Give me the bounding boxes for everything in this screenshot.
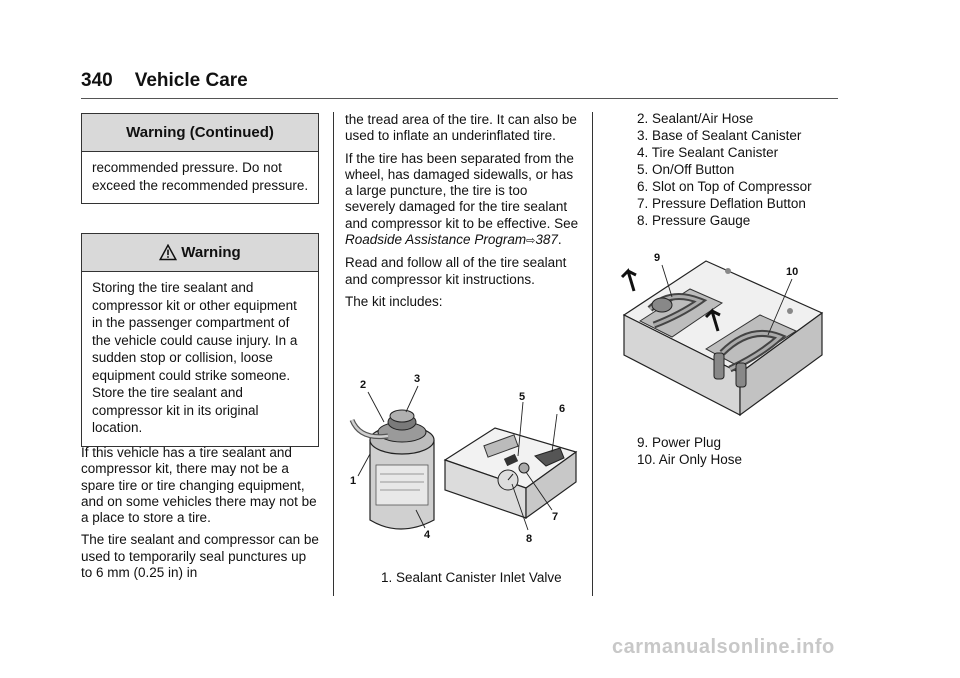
kit-illustration [340,370,585,570]
paragraph: The tire sealant and compressor can be used to temporarily seal punctures up to 6 mm (0.25 in) in [81,532,319,581]
warning-text: Storing the tire sealant and compressor kit or other equipment in the passenger compartment of the vehicle could cause injury. In a sudden stop or collision, loose equipment could strike someone. Store the tire sealant and compressor kit in its original location. [92,280,298,435]
callout-8: 8 [526,533,533,545]
warning-continued-text: recommended pressure. Do not exceed the recommended pressure. [92,160,309,193]
paragraph: The kit includes: [345,293,443,309]
warning-continued-title: Warning (Continued) [82,114,318,152]
warning-continued-box [81,113,319,204]
kit-list-start [381,569,562,586]
list-item: 6. Slot on Top of Compressor [637,179,812,194]
compressor-storage-illustration [610,245,840,435]
paragraph: If the tire has been separated from the wheel, has damaged sidewalls, or has a large puncture, the tire is too severely damaged for the tire sealant and compressor kit to be effective. See Roadside Assistance Program⇨387. [345,150,579,248]
warning-box [81,233,319,447]
warning-header [82,234,318,272]
watermark: carmanualsonline.info [612,636,835,658]
arrow-up-icon [622,271,636,291]
callout-6: 6 [559,403,566,415]
callout-9: 9 [654,252,661,264]
header-rule [81,98,838,99]
warning-triangle-icon [159,244,177,261]
kit-list-continued [637,110,812,229]
list-item: 8. Pressure Gauge [637,213,751,228]
callout-5: 5 [519,391,526,403]
list-item: 9. Power Plug [637,435,722,450]
list-item: 3. Base of Sealant Canister [637,128,802,143]
page-number: 340 [81,70,113,91]
callout-4: 4 [424,529,431,541]
paragraph: If this vehicle has a tire sealant and compressor kit, there may not be a spare tire or tire changing equipment, and on some vehicles there may not be a place to store a tire. [81,445,317,526]
callout-10: 10 [786,266,799,278]
list-item: 5. On/Off Button [637,162,735,177]
warning-title: Warning [181,244,241,261]
callout-3: 3 [414,373,421,385]
column-1-text [81,445,321,587]
callout-1: 1 [350,475,357,487]
page-ref-arrow-icon: ⇨ [526,235,536,248]
column-divider-1 [333,112,334,596]
paragraph: Read and follow all of the tire sealant and compressor kit instructions. [345,255,567,287]
roadside-assistance-link[interactable]: Roadside Assistance Program [345,232,527,248]
section-title: Vehicle Care [134,70,248,91]
paragraph: the tread area of the tire. It can also be used to inflate an underinflated tire. [345,112,577,144]
list-item: 4. Tire Sealant Canister [637,145,779,160]
list-item: 2. Sealant/Air Hose [637,111,754,126]
sealant-canister [352,410,434,529]
kit-list-end [637,434,742,468]
callout-7: 7 [552,511,559,523]
page-header [81,70,248,92]
callout-2: 2 [360,379,367,391]
page-ref-number[interactable]: 387 [535,232,558,248]
compressor-housing [624,261,822,415]
column-2-text [345,112,579,316]
list-item: 1. Sealant Canister Inlet Valve [381,570,562,585]
list-item: 10. Air Only Hose [637,452,743,467]
list-item: 7. Pressure Deflation Button [637,196,806,211]
column-divider-2 [592,112,593,596]
compressor [445,428,576,518]
